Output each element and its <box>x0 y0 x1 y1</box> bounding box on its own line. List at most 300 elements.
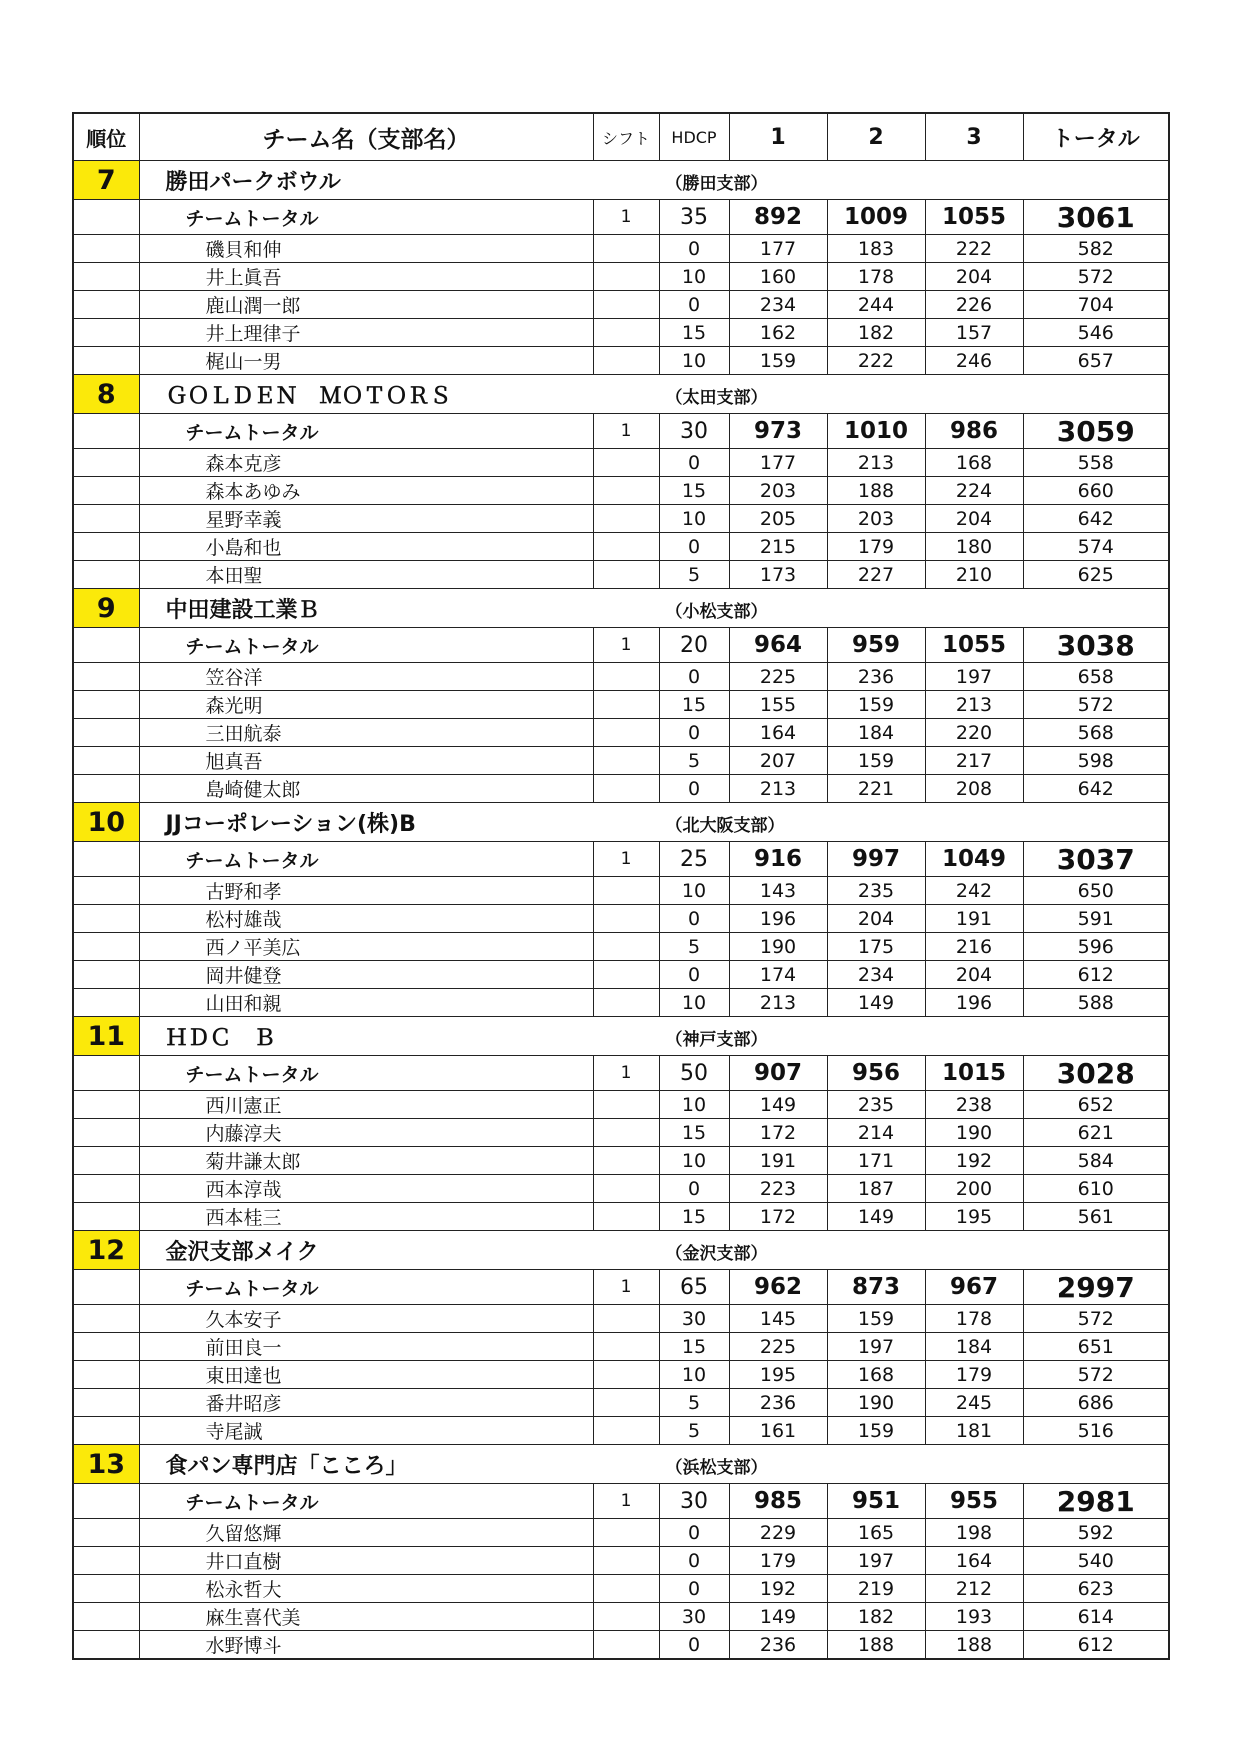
player-hdcp: 5 <box>659 561 729 589</box>
rank-blank <box>73 319 139 347</box>
rank-blank <box>73 1603 139 1631</box>
header-hdcp: HDCP <box>659 113 729 161</box>
player-game-1: 190 <box>729 933 827 961</box>
player-total: 568 <box>1023 719 1169 747</box>
player-name: 東田達也 <box>139 1361 593 1389</box>
rank-blank <box>73 1575 139 1603</box>
player-hdcp: 5 <box>659 1417 729 1445</box>
rank-blank <box>73 1417 139 1445</box>
player-game-1: 161 <box>729 1417 827 1445</box>
team-game-3: 1055 <box>925 200 1023 235</box>
player-game-3: 164 <box>925 1547 1023 1575</box>
player-game-3: 220 <box>925 719 1023 747</box>
player-game-3: 157 <box>925 319 1023 347</box>
rank-blank <box>73 291 139 319</box>
player-row <box>73 1361 1169 1389</box>
player-shift <box>593 235 659 263</box>
player-row <box>73 719 1169 747</box>
branch-name: （太田支部） <box>665 387 768 408</box>
team-name: 食パン専門店「こころ」 <box>165 1453 408 1479</box>
player-name: 井上理律子 <box>139 319 593 347</box>
player-total: 612 <box>1023 961 1169 989</box>
team-hdcp: 50 <box>659 1056 729 1091</box>
team-header-row <box>73 1445 1169 1484</box>
player-game-2: 234 <box>827 961 925 989</box>
team-total-label: チームトータル <box>139 628 593 663</box>
player-row <box>73 449 1169 477</box>
player-game-3: 246 <box>925 347 1023 375</box>
player-game-2: 244 <box>827 291 925 319</box>
player-game-1: 236 <box>729 1631 827 1660</box>
team-total-label: チームトータル <box>139 1056 593 1091</box>
rank-blank <box>73 628 139 663</box>
player-total: 660 <box>1023 477 1169 505</box>
player-game-2: 159 <box>827 1305 925 1333</box>
player-row <box>73 1389 1169 1417</box>
player-game-3: 242 <box>925 877 1023 905</box>
player-shift <box>593 1417 659 1445</box>
rank-blank <box>73 877 139 905</box>
player-game-2: 197 <box>827 1547 925 1575</box>
player-game-2: 219 <box>827 1575 925 1603</box>
rank-badge: 13 <box>73 1445 139 1484</box>
team-hdcp: 30 <box>659 1484 729 1519</box>
player-row <box>73 1305 1169 1333</box>
player-name: 西川憲正 <box>139 1091 593 1119</box>
player-game-2: 235 <box>827 1091 925 1119</box>
player-total: 572 <box>1023 691 1169 719</box>
player-hdcp: 5 <box>659 933 729 961</box>
rank-blank <box>73 663 139 691</box>
player-total: 592 <box>1023 1519 1169 1547</box>
player-hdcp: 10 <box>659 1091 729 1119</box>
team-game-2: 959 <box>827 628 925 663</box>
player-row <box>73 1575 1169 1603</box>
player-shift <box>593 1147 659 1175</box>
player-game-2: 236 <box>827 663 925 691</box>
team-total-row <box>73 1484 1169 1519</box>
player-row <box>73 1175 1169 1203</box>
player-shift <box>593 933 659 961</box>
player-row <box>73 775 1169 803</box>
player-game-1: 155 <box>729 691 827 719</box>
team-game-3: 967 <box>925 1270 1023 1305</box>
player-row <box>73 347 1169 375</box>
player-hdcp: 0 <box>659 663 729 691</box>
player-hdcp: 0 <box>659 1631 729 1660</box>
player-name: 松永哲大 <box>139 1575 593 1603</box>
player-total: 540 <box>1023 1547 1169 1575</box>
player-game-1: 207 <box>729 747 827 775</box>
player-game-3: 226 <box>925 291 1023 319</box>
player-total: 598 <box>1023 747 1169 775</box>
player-game-3: 195 <box>925 1203 1023 1231</box>
branch-name: （北大阪支部） <box>665 815 785 836</box>
team-game-1: 964 <box>729 628 827 663</box>
player-total: 621 <box>1023 1119 1169 1147</box>
player-game-2: 187 <box>827 1175 925 1203</box>
player-game-3: 204 <box>925 505 1023 533</box>
player-shift <box>593 1631 659 1660</box>
team-game-3: 986 <box>925 414 1023 449</box>
player-game-2: 188 <box>827 477 925 505</box>
player-hdcp: 0 <box>659 449 729 477</box>
player-hdcp: 0 <box>659 719 729 747</box>
player-game-2: 159 <box>827 691 925 719</box>
team-game-2: 1010 <box>827 414 925 449</box>
player-name: 麻生喜代美 <box>139 1603 593 1631</box>
rank-blank <box>73 961 139 989</box>
team-total: 2981 <box>1023 1484 1169 1519</box>
team-header-row <box>73 1231 1169 1270</box>
player-game-3: 197 <box>925 663 1023 691</box>
player-game-3: 196 <box>925 989 1023 1017</box>
player-game-2: 179 <box>827 533 925 561</box>
player-hdcp: 0 <box>659 1575 729 1603</box>
rank-blank <box>73 505 139 533</box>
player-game-1: 174 <box>729 961 827 989</box>
player-shift <box>593 1333 659 1361</box>
rank-blank <box>73 1270 139 1305</box>
player-game-2: 171 <box>827 1147 925 1175</box>
player-shift <box>593 989 659 1017</box>
player-total: 582 <box>1023 235 1169 263</box>
player-hdcp: 0 <box>659 905 729 933</box>
player-total: 572 <box>1023 1361 1169 1389</box>
player-shift <box>593 347 659 375</box>
player-row <box>73 319 1169 347</box>
player-row <box>73 961 1169 989</box>
player-game-3: 191 <box>925 905 1023 933</box>
player-game-1: 192 <box>729 1575 827 1603</box>
rank-badge: 9 <box>73 589 139 628</box>
team-header-row <box>73 1017 1169 1056</box>
player-name: 番井昭彦 <box>139 1389 593 1417</box>
player-name: 岡井健登 <box>139 961 593 989</box>
player-name: 菊井謙太郎 <box>139 1147 593 1175</box>
rank-badge: 8 <box>73 375 139 414</box>
player-row <box>73 1519 1169 1547</box>
player-game-2: 165 <box>827 1519 925 1547</box>
player-name: 山田和親 <box>139 989 593 1017</box>
team-total-row <box>73 842 1169 877</box>
team-total: 3028 <box>1023 1056 1169 1091</box>
player-name: 内藤淳夫 <box>139 1119 593 1147</box>
player-hdcp: 0 <box>659 291 729 319</box>
player-game-1: 229 <box>729 1519 827 1547</box>
team-game-1: 892 <box>729 200 827 235</box>
team-game-3: 955 <box>925 1484 1023 1519</box>
team-hdcp: 35 <box>659 200 729 235</box>
rank-blank <box>73 933 139 961</box>
player-game-3: 224 <box>925 477 1023 505</box>
player-shift <box>593 477 659 505</box>
team-name-cell <box>139 589 1169 628</box>
player-hdcp: 10 <box>659 1361 729 1389</box>
team-game-3: 1015 <box>925 1056 1023 1091</box>
player-row <box>73 291 1169 319</box>
player-hdcp: 15 <box>659 319 729 347</box>
player-row <box>73 1603 1169 1631</box>
player-hdcp: 0 <box>659 961 729 989</box>
player-game-3: 192 <box>925 1147 1023 1175</box>
player-game-1: 173 <box>729 561 827 589</box>
player-shift <box>593 961 659 989</box>
player-game-2: 214 <box>827 1119 925 1147</box>
player-game-3: 208 <box>925 775 1023 803</box>
team-total: 2997 <box>1023 1270 1169 1305</box>
player-hdcp: 10 <box>659 263 729 291</box>
rank-blank <box>73 1631 139 1660</box>
team-total-row <box>73 414 1169 449</box>
player-game-3: 179 <box>925 1361 1023 1389</box>
player-total: 625 <box>1023 561 1169 589</box>
player-row <box>73 1631 1169 1660</box>
player-row <box>73 505 1169 533</box>
rank-blank <box>73 691 139 719</box>
player-game-3: 245 <box>925 1389 1023 1417</box>
player-total: 588 <box>1023 989 1169 1017</box>
player-game-2: 149 <box>827 989 925 1017</box>
player-game-3: 238 <box>925 1091 1023 1119</box>
team-hdcp: 65 <box>659 1270 729 1305</box>
player-game-2: 204 <box>827 905 925 933</box>
player-game-1: 164 <box>729 719 827 747</box>
player-game-3: 210 <box>925 561 1023 589</box>
player-game-1: 223 <box>729 1175 827 1203</box>
rank-blank <box>73 1361 139 1389</box>
player-row <box>73 1203 1169 1231</box>
player-game-3: 212 <box>925 1575 1023 1603</box>
team-game-3: 1055 <box>925 628 1023 663</box>
player-game-2: 183 <box>827 235 925 263</box>
player-total: 591 <box>1023 905 1169 933</box>
team-shift: 1 <box>593 1056 659 1091</box>
team-game-3: 1049 <box>925 842 1023 877</box>
team-name-cell <box>139 1017 1169 1056</box>
team-name-cell <box>139 803 1169 842</box>
header-rank: 順位 <box>73 113 139 161</box>
header-game-1: 1 <box>729 113 827 161</box>
rank-blank <box>73 1519 139 1547</box>
team-header-row <box>73 161 1169 200</box>
player-shift <box>593 905 659 933</box>
player-name: 旭真吾 <box>139 747 593 775</box>
player-game-1: 234 <box>729 291 827 319</box>
branch-name: （浜松支部） <box>665 1457 768 1478</box>
team-game-1: 962 <box>729 1270 827 1305</box>
team-game-1: 907 <box>729 1056 827 1091</box>
player-game-1: 172 <box>729 1119 827 1147</box>
player-game-2: 235 <box>827 877 925 905</box>
player-total: 572 <box>1023 1305 1169 1333</box>
player-shift <box>593 533 659 561</box>
player-shift <box>593 263 659 291</box>
player-game-1: 162 <box>729 319 827 347</box>
player-name: 小島和也 <box>139 533 593 561</box>
team-shift: 1 <box>593 1484 659 1519</box>
player-hdcp: 0 <box>659 533 729 561</box>
player-game-1: 143 <box>729 877 827 905</box>
player-game-2: 227 <box>827 561 925 589</box>
branch-name: （勝田支部） <box>665 173 768 194</box>
player-row <box>73 1417 1169 1445</box>
rank-blank <box>73 477 139 505</box>
team-hdcp: 20 <box>659 628 729 663</box>
header-shift: シフト <box>593 113 659 161</box>
player-hdcp: 0 <box>659 775 729 803</box>
player-row <box>73 691 1169 719</box>
team-total-row <box>73 628 1169 663</box>
team-shift: 1 <box>593 628 659 663</box>
player-total: 657 <box>1023 347 1169 375</box>
player-game-2: 190 <box>827 1389 925 1417</box>
player-name: 水野博斗 <box>139 1631 593 1660</box>
player-name: 西本淳哉 <box>139 1175 593 1203</box>
player-hdcp: 0 <box>659 1547 729 1575</box>
team-total-row <box>73 1056 1169 1091</box>
rank-blank <box>73 842 139 877</box>
player-row <box>73 933 1169 961</box>
player-shift <box>593 663 659 691</box>
team-total-label: チームトータル <box>139 1270 593 1305</box>
player-game-1: 149 <box>729 1603 827 1631</box>
player-game-1: 149 <box>729 1091 827 1119</box>
player-game-3: 204 <box>925 961 1023 989</box>
rank-blank <box>73 235 139 263</box>
player-total: 650 <box>1023 877 1169 905</box>
player-game-2: 221 <box>827 775 925 803</box>
team-total-row <box>73 200 1169 235</box>
team-hdcp: 30 <box>659 414 729 449</box>
rank-blank <box>73 747 139 775</box>
player-hdcp: 10 <box>659 877 729 905</box>
player-shift <box>593 291 659 319</box>
player-game-2: 213 <box>827 449 925 477</box>
rank-blank <box>73 200 139 235</box>
team-shift: 1 <box>593 200 659 235</box>
player-name: 笠谷洋 <box>139 663 593 691</box>
player-total: 561 <box>1023 1203 1169 1231</box>
player-hdcp: 10 <box>659 989 729 1017</box>
player-hdcp: 10 <box>659 347 729 375</box>
player-game-1: 225 <box>729 1333 827 1361</box>
player-game-2: 175 <box>827 933 925 961</box>
rank-blank <box>73 989 139 1017</box>
team-shift: 1 <box>593 1270 659 1305</box>
player-game-1: 179 <box>729 1547 827 1575</box>
player-hdcp: 5 <box>659 1389 729 1417</box>
rank-blank <box>73 1547 139 1575</box>
player-name: 井口直樹 <box>139 1547 593 1575</box>
player-shift <box>593 877 659 905</box>
player-hdcp: 0 <box>659 235 729 263</box>
rank-blank <box>73 347 139 375</box>
rank-blank <box>73 1389 139 1417</box>
player-total: 610 <box>1023 1175 1169 1203</box>
player-name: 久本安子 <box>139 1305 593 1333</box>
team-game-1: 985 <box>729 1484 827 1519</box>
player-game-1: 177 <box>729 235 827 263</box>
player-shift <box>593 1203 659 1231</box>
player-game-1: 145 <box>729 1305 827 1333</box>
player-name: 久留悠輝 <box>139 1519 593 1547</box>
header-team: チーム名（支部名） <box>139 113 593 161</box>
rank-blank <box>73 905 139 933</box>
player-total: 516 <box>1023 1417 1169 1445</box>
team-header-row <box>73 803 1169 842</box>
player-row <box>73 1333 1169 1361</box>
player-game-2: 197 <box>827 1333 925 1361</box>
player-name: 松村雄哉 <box>139 905 593 933</box>
player-name: 井上眞吾 <box>139 263 593 291</box>
team-name: ＨＤＣ Ｂ <box>165 1025 276 1051</box>
player-shift <box>593 1389 659 1417</box>
rank-blank <box>73 1305 139 1333</box>
player-game-3: 216 <box>925 933 1023 961</box>
player-hdcp: 15 <box>659 691 729 719</box>
rank-blank <box>73 561 139 589</box>
player-shift <box>593 1575 659 1603</box>
player-total: 651 <box>1023 1333 1169 1361</box>
team-shift: 1 <box>593 842 659 877</box>
player-name: 星野幸義 <box>139 505 593 533</box>
player-name: 本田聖 <box>139 561 593 589</box>
standings-table <box>72 112 1170 1660</box>
player-shift <box>593 1119 659 1147</box>
header-game-3: 3 <box>925 113 1023 161</box>
player-game-1: 236 <box>729 1389 827 1417</box>
rank-blank <box>73 1119 139 1147</box>
player-shift <box>593 1305 659 1333</box>
team-name: 中田建設工業Ｂ <box>165 597 320 623</box>
player-shift <box>593 319 659 347</box>
header-game-2: 2 <box>827 113 925 161</box>
player-row <box>73 1119 1169 1147</box>
team-name-cell <box>139 161 1169 200</box>
rank-blank <box>73 1203 139 1231</box>
branch-name: （小松支部） <box>665 601 768 622</box>
rank-blank <box>73 263 139 291</box>
rank-badge: 11 <box>73 1017 139 1056</box>
player-name: 西ノ平美広 <box>139 933 593 961</box>
player-name: 梶山一男 <box>139 347 593 375</box>
player-name: 西本桂三 <box>139 1203 593 1231</box>
player-hdcp: 15 <box>659 477 729 505</box>
team-game-2: 997 <box>827 842 925 877</box>
team-name-cell <box>139 1231 1169 1270</box>
team-total-label: チームトータル <box>139 842 593 877</box>
player-game-1: 225 <box>729 663 827 691</box>
player-total: 623 <box>1023 1575 1169 1603</box>
player-game-2: 159 <box>827 1417 925 1445</box>
player-hdcp: 30 <box>659 1603 729 1631</box>
player-shift <box>593 1175 659 1203</box>
team-hdcp: 25 <box>659 842 729 877</box>
player-total: 596 <box>1023 933 1169 961</box>
rank-blank <box>73 1147 139 1175</box>
player-game-3: 222 <box>925 235 1023 263</box>
rank-blank <box>73 1175 139 1203</box>
team-name: 金沢支部メイク <box>165 1239 319 1265</box>
team-name: ＧＯＬＤＥＮ ＭＯＴＯＲＳ <box>165 383 452 409</box>
player-hdcp: 15 <box>659 1203 729 1231</box>
table-header <box>73 113 1169 161</box>
player-total: 642 <box>1023 775 1169 803</box>
player-shift <box>593 1091 659 1119</box>
player-row <box>73 533 1169 561</box>
player-shift <box>593 505 659 533</box>
